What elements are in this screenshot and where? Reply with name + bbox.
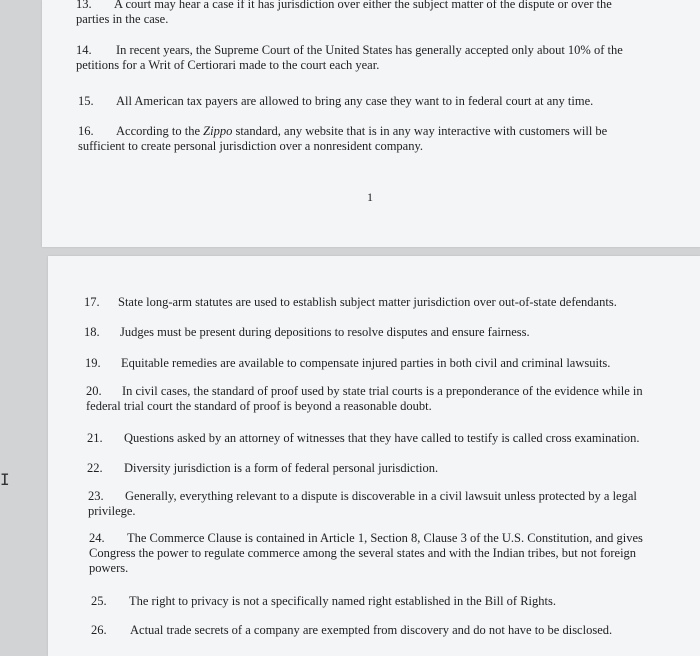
- question-22: [87, 461, 438, 476]
- question-number: 16.: [78, 124, 94, 138]
- question-text: Judges must be present during depositions to resolve disputes and ensure fairness.: [120, 325, 530, 339]
- question-26: [91, 623, 612, 638]
- question-number: 22.: [87, 461, 103, 475]
- question-23: [88, 489, 637, 519]
- document-page-bottom: [48, 256, 700, 656]
- question-text: All American tax payers are allowed to bring any case they want to in federal court at any time.: [116, 94, 594, 108]
- question-number: 24.: [89, 531, 105, 545]
- page-number: 1: [367, 190, 373, 204]
- question-19: [85, 356, 610, 371]
- question-text: Equitable remedies are available to compensate injured parties in both civil and criminal lawsuits.: [121, 356, 611, 370]
- question-25: [91, 594, 556, 609]
- question-text: A court may hear a case if it has jurisdiction over either the subject matter of the dispute or over the: [114, 0, 612, 11]
- question-text-cont: federal trial court the standard of proof is beyond a reasonable doubt.: [86, 399, 432, 413]
- question-number: 17.: [84, 295, 100, 309]
- question-15: [78, 94, 593, 109]
- text-cursor-icon: I: [0, 470, 10, 489]
- question-text: Diversity jurisdiction is a form of federal personal jurisdiction.: [124, 461, 439, 475]
- question-13: [76, 0, 612, 27]
- question-number: 20.: [86, 384, 102, 398]
- question-text: Generally, everything relevant to a dispute is discoverable in a civil lawsuit unless protected by a legal: [125, 489, 637, 503]
- question-17: [84, 295, 617, 310]
- question-24: [89, 531, 643, 576]
- question-number: 26.: [91, 623, 107, 637]
- question-text: The Commerce Clause is contained in Article 1, Section 8, Clause 3 of the U.S. Constitution, and gives: [127, 531, 643, 545]
- question-text: State long-arm statutes are used to establish subject matter jurisdiction over out-of-state defendants.: [118, 295, 617, 309]
- question-20: [86, 384, 643, 414]
- question-text-emphasis: Zippo: [203, 124, 233, 138]
- question-text: Actual trade secrets of a company are exempted from discovery and do not have to be disclosed.: [130, 623, 613, 637]
- question-number: 15.: [78, 94, 94, 108]
- question-text-cont: parties in the case.: [76, 12, 169, 26]
- question-text: In civil cases, the standard of proof used by state trial courts is a preponderance of the evidence while in: [122, 384, 643, 398]
- question-number: 14.: [76, 43, 92, 57]
- question-text: The right to privacy is not a specifically named right established in the Bill of Rights.: [129, 594, 556, 608]
- question-number: 19.: [85, 356, 101, 370]
- question-16: [78, 124, 607, 154]
- question-number: 21.: [87, 431, 103, 445]
- question-number: 25.: [91, 594, 107, 608]
- question-text: In recent years, the Supreme Court of the United States has generally accepted only about 10% of the: [116, 43, 623, 57]
- question-number: 23.: [88, 489, 104, 503]
- question-18: [84, 325, 530, 340]
- question-text-cont: petitions for a Writ of Certiorari made to the court each year.: [76, 58, 380, 72]
- question-number: 13.: [76, 0, 92, 11]
- question-text-cont: Congress the power to regulate commerce among the several states and with the Indian tribes, but not foreign: [89, 546, 637, 560]
- question-text-cont-2: powers.: [89, 561, 129, 575]
- question-number: 18.: [84, 325, 100, 339]
- question-text-rest: standard, any website that is in any way interactive with customers will be: [232, 124, 608, 138]
- document-page-top: [42, 0, 700, 247]
- question-21: [87, 431, 640, 446]
- question-text: Questions asked by an attorney of witnesses that they have called to testify is called cross examination.: [124, 431, 640, 445]
- question-14: [76, 43, 623, 73]
- question-text-cont: sufficient to create personal jurisdiction over a nonresident company.: [78, 139, 424, 153]
- question-text: According to the: [116, 124, 204, 138]
- question-text-cont: privilege.: [88, 504, 136, 518]
